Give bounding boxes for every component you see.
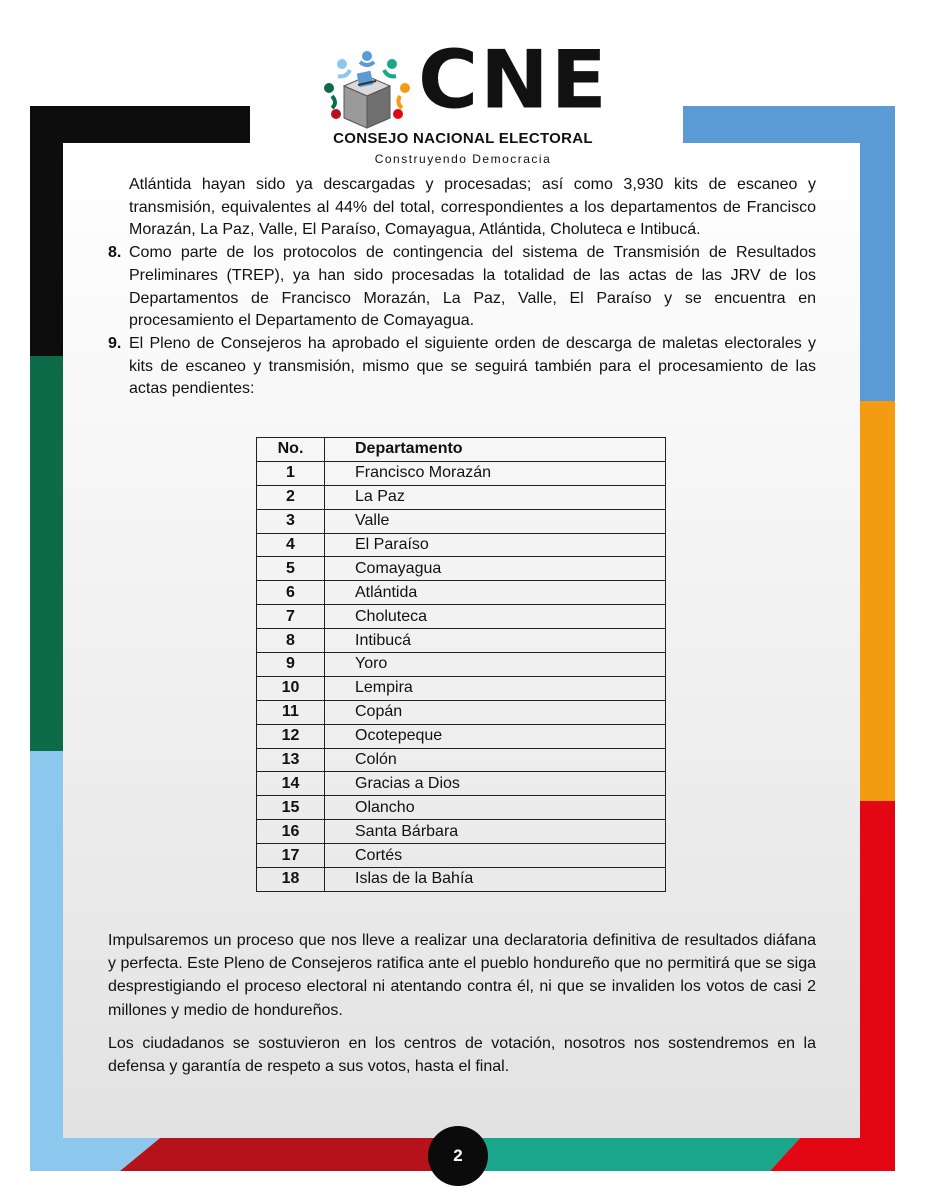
table-row (257, 557, 666, 581)
frame-left-lightblue (30, 751, 63, 1171)
row-department: Colón (325, 748, 666, 772)
row-department: Cortés (325, 844, 666, 868)
table-row (257, 868, 666, 892)
closing-paragraph: Los ciudadanos se sostuvieron en los centros de votación, nosotros nos sostendremos en la defensa y garantía de respeto a sus votos, hasta el final. (108, 1034, 816, 1076)
row-department: El Paraíso (325, 533, 666, 557)
row-number: 10 (257, 676, 325, 700)
list-item (108, 242, 816, 333)
list-item (108, 333, 816, 401)
row-number: 8 (257, 629, 325, 653)
document-body (108, 174, 816, 401)
department-order-table (256, 437, 666, 892)
table-row (257, 700, 666, 724)
table-row (257, 581, 666, 605)
header-number: No. (257, 438, 325, 462)
row-number: 17 (257, 844, 325, 868)
row-number: 13 (257, 748, 325, 772)
list-item-text: El Pleno de Consejeros ha aprobado el siguiente orden de descarga de maletas electorales y kits de escaneo y transmisión, mismo que se seguirá también para el procesamiento de las actas pendientes: (129, 334, 816, 398)
header-department: Departamento (325, 438, 666, 462)
frame-left-green (30, 356, 63, 751)
row-department: Valle (325, 509, 666, 533)
row-department: Olancho (325, 796, 666, 820)
table-row (257, 820, 666, 844)
row-number: 11 (257, 700, 325, 724)
row-number: 16 (257, 820, 325, 844)
row-number: 2 (257, 485, 325, 509)
row-department: Lempira (325, 676, 666, 700)
row-department: La Paz (325, 485, 666, 509)
continuation-paragraph: Atlántida hayan sido ya descargadas y procesadas; así como 3,930 kits de escaneo y transmisión, equivalentes al 44% del total, correspondientes a los departamentos de Francisco Morazán, La Paz, Valle, El Paraíso, Comayagua, Atlántida, Choluteca e Intibucá. (129, 176, 816, 239)
table-row (257, 533, 666, 557)
table-row (257, 461, 666, 485)
table-row (257, 748, 666, 772)
row-number: 14 (257, 772, 325, 796)
list-item-number: 8. (108, 244, 122, 262)
frame-right-red (860, 801, 895, 1171)
table-row (257, 676, 666, 700)
row-department: Santa Bárbara (325, 820, 666, 844)
row-number: 5 (257, 557, 325, 581)
row-department: Intibucá (325, 629, 666, 653)
row-number: 7 (257, 605, 325, 629)
row-number: 3 (257, 509, 325, 533)
row-department: Francisco Morazán (325, 461, 666, 485)
cne-logo-icon (322, 48, 412, 138)
row-department: Atlántida (325, 581, 666, 605)
row-number: 6 (257, 581, 325, 605)
table-row (257, 629, 666, 653)
organization-name: CONSEJO NACIONAL ELECTORAL (333, 130, 593, 147)
list-item-text: Como parte de los protocolos de contingencia del sistema de Transmisión de Resultados Preliminares (TREP), ya han sido procesadas la totalidad de las actas de las JRV de los Departamentos de Francisco Morazán, La Paz, Valle, El Paraíso y se encuentra en procesamiento el Departamento de Comayagua. (129, 244, 816, 330)
frame-bottom-teal (460, 1138, 800, 1171)
row-number: 15 (257, 796, 325, 820)
row-number: 12 (257, 724, 325, 748)
table-row (257, 653, 666, 677)
row-department: Copán (325, 700, 666, 724)
table-header-row (257, 438, 666, 462)
table-row (257, 796, 666, 820)
row-number: 4 (257, 533, 325, 557)
frame-bottom-darkred (120, 1138, 480, 1171)
closing-paragraph: Impulsaremos un proceso que nos lleve a realizar una declaratoria definitiva de resultados diáfana y perfecta. Este Pleno de Consejeros ratifica ante el pueblo hondureño que no permitirá que se siga desprestigiando el proceso electoral ni atentando contra él, ni que se invaliden los votos de casi 2 millones y medio de hondureños. (108, 932, 816, 1019)
list-item-number: 9. (108, 334, 122, 352)
row-number: 18 (257, 868, 325, 892)
table-row (257, 509, 666, 533)
row-department: Yoro (325, 653, 666, 677)
closing-section (108, 929, 816, 1088)
table-row (257, 772, 666, 796)
logo-wordmark: CNE (418, 33, 609, 128)
frame-right-orange (860, 401, 895, 801)
row-department: Islas de la Bahía (325, 868, 666, 892)
row-department: Gracias a Dios (325, 772, 666, 796)
table-row (257, 605, 666, 629)
tagline: Construyendo Democracia (374, 152, 552, 166)
row-department: Comayagua (325, 557, 666, 581)
row-number: 1 (257, 461, 325, 485)
header (0, 0, 925, 170)
row-department: Ocotepeque (325, 724, 666, 748)
page-number: 2 (428, 1126, 488, 1186)
row-department: Choluteca (325, 605, 666, 629)
table-row (257, 724, 666, 748)
row-number: 9 (257, 653, 325, 677)
table-row (257, 485, 666, 509)
table-row (257, 844, 666, 868)
